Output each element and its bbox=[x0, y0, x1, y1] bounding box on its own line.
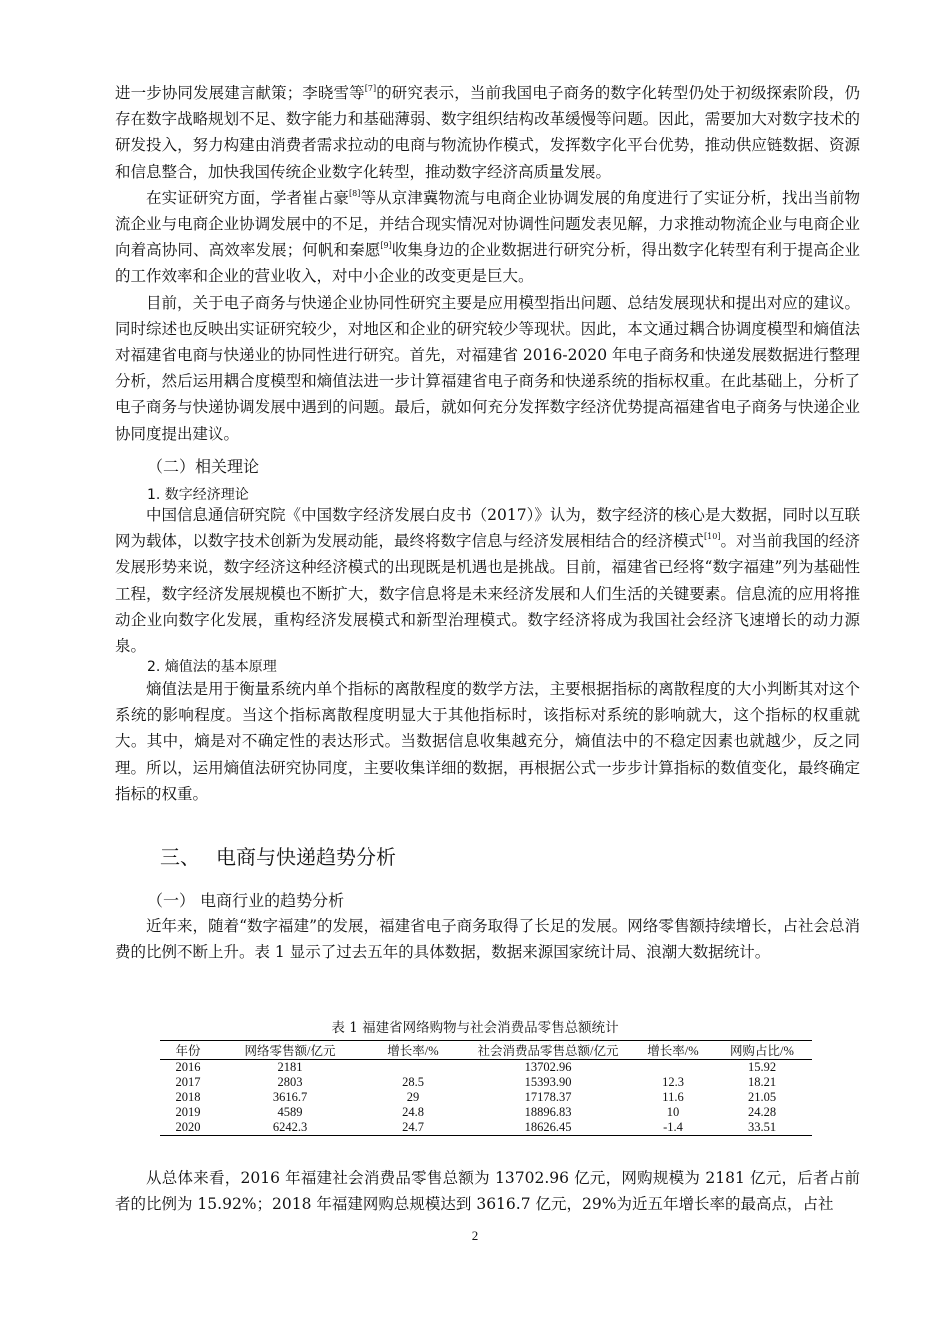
table-cell: 12.3 bbox=[662, 1075, 684, 1089]
table-cell: 2803 bbox=[277, 1075, 303, 1089]
data-table bbox=[160, 1040, 812, 1136]
citation-ref: [8] bbox=[348, 188, 361, 198]
paragraph bbox=[115, 185, 860, 290]
text-span: 中国信息通信研究院《中国数字经济发展白皮书（2017）》认为，数字经济的核心是大数据，同时以互联网为载体，以数字技术创新为发展动能，最终将数字信息与经济发展相结合的经济模式 bbox=[115, 506, 860, 551]
text-span: 在实证研究方面，学者崔占豪 bbox=[146, 188, 349, 207]
paragraph: 熵值法是用于衡量系统内单个指标的离散程度的数学方法，主要根据指标的离散程度的大小判断其对这个系统的影响程度。当这个指标离散程度明显大于其他指标时，该指标对系统的影响就大，这个指标的权重就大。其中，熵是对不确定性的表达形式。当数据信息收集越充分，熵值法中的不稳定因素也就越少，反之同理。所以，运用熵值法研究协同度，主要收集详细的数据，再根据公式一步步计算指标的数值变化，最终确定指标的权重。 bbox=[115, 680, 860, 803]
table-cell: 18.21 bbox=[747, 1075, 777, 1089]
body-text-block bbox=[115, 913, 860, 965]
citation-ref: [10] bbox=[704, 532, 721, 542]
paragraph: 目前，关于电子商务与快递企业协同性研究主要是应用模型指出问题、总结发展现状和提出对应的建议。同时综述也反映出实证研究较少，对地区和企业的研究较少等现状。因此，本文通过耦合协调度模型和熵值法对福建省电商与快递业的协同性进行研究。首先，对福建省 2016-2020 年电子商务和快递发展数据进行整理分析，然后运用耦合度模型和熵值法进一步计算福建省电子商务和快递系统的指标权重。在此基础上，分析了电子商务与快递协调发展中遇到的问题。最后，就如何充分发挥数字经济优势提高福建省电子商务与快递企业协同度提出建议。 bbox=[115, 293, 860, 443]
page-number: 2 bbox=[471, 1228, 479, 1243]
table-cell: 2181 bbox=[277, 1060, 303, 1074]
column-header: 社会消费品零售总额/亿元 bbox=[462, 1041, 634, 1060]
table-cell: 3616.7 bbox=[272, 1090, 308, 1104]
table-row bbox=[160, 1060, 812, 1076]
table-cell: 24.7 bbox=[364, 1120, 462, 1136]
body-text-block bbox=[115, 1165, 860, 1217]
section-heading: （二）相关理论 bbox=[147, 457, 260, 476]
section-heading: （一） 电商行业的趋势分析 bbox=[147, 891, 345, 910]
table-caption: 表 1 福建省网络购物与社会消费品零售总额统计 bbox=[331, 1020, 619, 1036]
citation-ref: [9] bbox=[380, 241, 392, 251]
table-cell: 24.28 bbox=[747, 1105, 777, 1119]
table-cell: 4589 bbox=[277, 1105, 303, 1119]
paragraph: 从总体来看，2016 年福建社会消费品零售总额为 13702.96 亿元，网购规模为 2181 亿元，后者占前者的比例为 15.92%；2018 年福建网购总规模达到 3616.7 亿元，29%为近五年增长率的最高点，占社 bbox=[115, 1169, 860, 1214]
body-text-block bbox=[115, 676, 860, 807]
table-cell: 2020 bbox=[160, 1120, 216, 1136]
text-span: 收集身边的企业数据进行研究分析，得出数字化转型有利于提高企业的工作效率和企业的营业收入，对中小企业的改变更是巨大。 bbox=[115, 241, 860, 286]
chapter-heading bbox=[160, 841, 396, 870]
body-text-block bbox=[115, 502, 860, 659]
table-header-row bbox=[160, 1041, 812, 1060]
table-cell: 2018 bbox=[175, 1090, 201, 1104]
table-row bbox=[160, 1120, 812, 1136]
table-cell: 15.92 bbox=[747, 1060, 777, 1074]
table-cell: 17178.37 bbox=[524, 1090, 572, 1104]
table-cell: 15393.90 bbox=[524, 1075, 572, 1089]
table-cell: 2017 bbox=[175, 1075, 201, 1089]
body-text-block bbox=[115, 80, 860, 447]
table-cell: 6242.3 bbox=[216, 1120, 364, 1136]
column-header: 增长率/% bbox=[634, 1041, 712, 1060]
citation-ref: [7] bbox=[364, 84, 377, 93]
table-cell: 18626.45 bbox=[462, 1120, 634, 1136]
table-cell: 2019 bbox=[175, 1105, 201, 1119]
text-span: 。对当前我国的经济发展形势来说，数字经济这种经济模式的出现既是机遇也是挑战。目前，福建省已经将“数字福建”列为基础性工程，数字经济发展规模也不断扩大，数字信息将是未来经济发展和人们生活的关键要素。信息流的应用将推动企业向数字化发展，重构经济发展模式和新型治理模式。数字经济将成为我国社会经济飞速增长的动力源泉。 bbox=[115, 532, 860, 656]
table-cell: 11.6 bbox=[662, 1090, 684, 1104]
text-span: 的研究表示，当前我国电子商务的数字化转型仍处于初级探索阶段，仍存在数字战略规划不足、数字能力和基础薄弱、数字组织结构改革缓慢等问题。因此，需要加大对数字技术的研发投入，努力构建由消费者需求拉动的电商与物流协作模式，发挥数字化平台优势，推动供应链数据、资源和信息整合，加快我国传统企业数字化转型，推动数字经济高质量发展。 bbox=[115, 84, 860, 181]
subsection-heading: 1. 数字经济理论 bbox=[147, 487, 249, 503]
paragraph: 近年来，随着“数字福建”的发展，福建省电子商务取得了长足的发展。网络零售额持续增长，占社会总消费的比例不断上升。表 1 显示了过去五年的具体数据，数据来源国家统计局、浪潮大数据统计。 bbox=[115, 917, 860, 962]
table-row bbox=[160, 1075, 812, 1090]
text-span: 等从京津冀物流与电商企业协调发展的角度进行了实证分析，找出当前物流企业与电商企业协调发展中的不足，并结合现实情况对协调性问题发表见解，力求推动物流企业与电商企业向着高协同、高效率发展；何帆和秦愿 bbox=[115, 188, 860, 260]
table-row bbox=[160, 1090, 812, 1105]
table-cell: 13702.96 bbox=[524, 1060, 572, 1074]
paragraph bbox=[115, 502, 860, 659]
table-cell: 29 bbox=[406, 1090, 420, 1104]
text-span: 进一步协同发展建言献策；李晓雪等 bbox=[115, 84, 365, 102]
table-cell bbox=[634, 1060, 712, 1076]
table-cell: 2016 bbox=[175, 1060, 201, 1074]
table-row bbox=[160, 1105, 812, 1120]
table-cell: 24.8 bbox=[402, 1105, 424, 1119]
table-cell: 28.5 bbox=[402, 1075, 424, 1089]
column-header: 年份 bbox=[160, 1041, 216, 1060]
chapter-number: 三、 bbox=[160, 845, 200, 869]
column-header: 网络零售额/亿元 bbox=[216, 1041, 364, 1060]
column-header: 增长率/% bbox=[364, 1041, 462, 1060]
paragraph bbox=[115, 80, 860, 185]
table-cell bbox=[364, 1060, 462, 1076]
chapter-title: 电商与快递趋势分析 bbox=[216, 845, 396, 869]
table-cell: 10 bbox=[666, 1105, 680, 1119]
table-cell: 21.05 bbox=[747, 1090, 777, 1104]
table-cell: -1.4 bbox=[634, 1120, 712, 1136]
table-cell: 33.51 bbox=[712, 1120, 812, 1136]
subsection-heading: 2. 熵值法的基本原理 bbox=[147, 659, 277, 675]
column-header: 网购占比/% bbox=[712, 1041, 812, 1060]
table-cell: 18896.83 bbox=[524, 1105, 572, 1119]
